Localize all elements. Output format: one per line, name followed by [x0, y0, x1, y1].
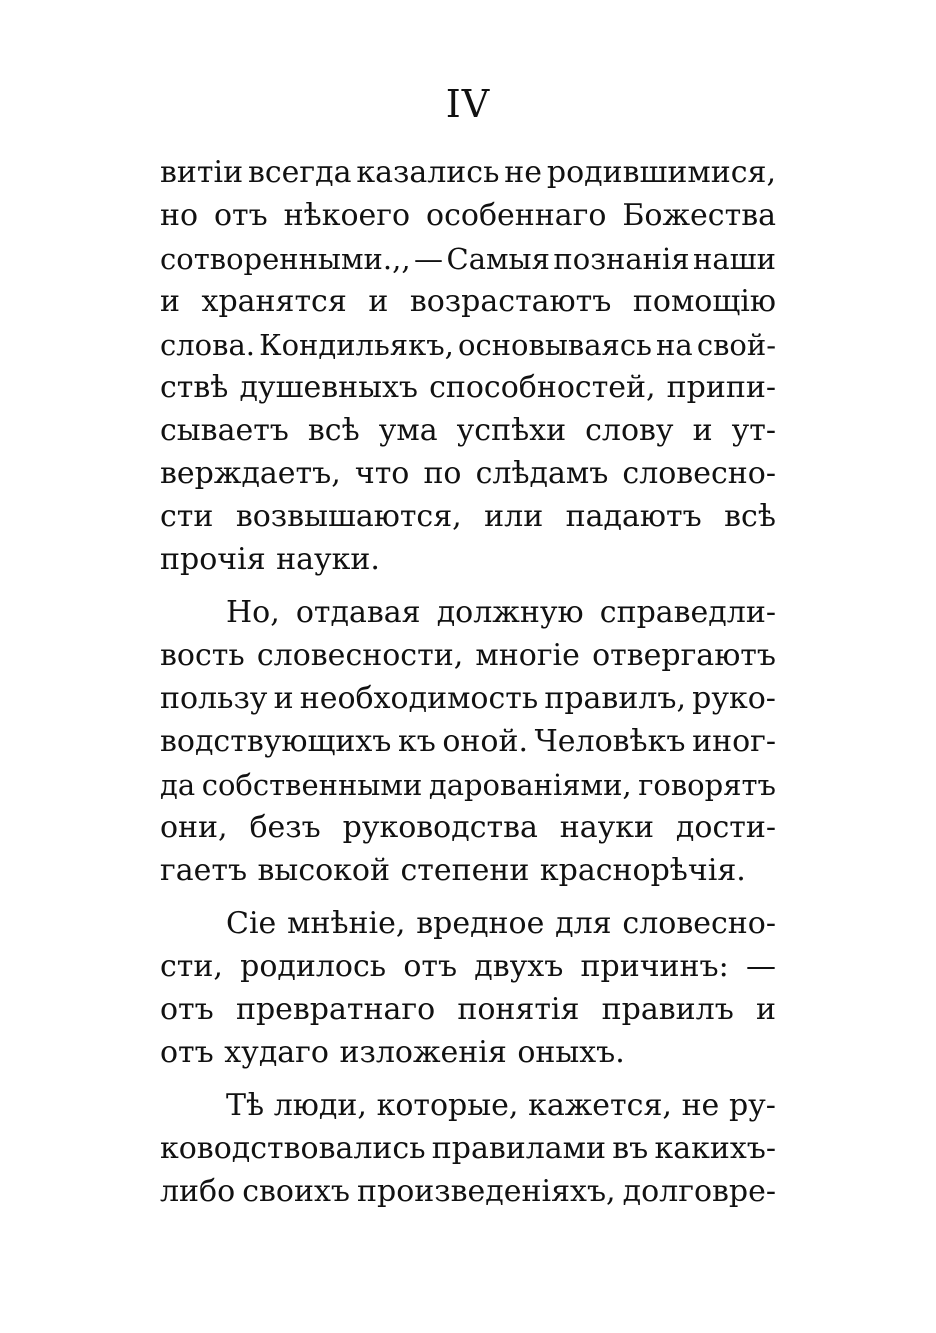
word: отъ: [160, 992, 214, 1027]
word: падаютъ: [565, 499, 702, 534]
word: иног-: [692, 724, 776, 759]
word: превратнаго: [235, 992, 436, 1027]
word: и: [160, 284, 180, 319]
word: дарованіями,: [428, 767, 632, 802]
word: собственными: [201, 767, 423, 802]
word: вредное: [416, 906, 545, 941]
word: отъ: [403, 949, 458, 984]
word: вость: [160, 638, 245, 673]
word: отдавая: [295, 595, 421, 630]
word: къ: [397, 724, 436, 759]
word: науки.: [276, 542, 380, 577]
word: отъ: [160, 1035, 214, 1070]
paragraph-gap: [160, 892, 776, 902]
text-line: [160, 591, 776, 634]
text-line: [160, 495, 776, 538]
word: на: [656, 327, 693, 362]
word: Тѣ: [226, 1088, 265, 1123]
text-line: [160, 538, 776, 581]
word: не: [681, 1088, 720, 1123]
word: —: [745, 949, 776, 984]
word: казались: [356, 155, 500, 190]
word: ру-: [728, 1088, 776, 1123]
word: въ: [612, 1131, 649, 1166]
word: всѣ: [307, 413, 360, 448]
word: причинъ:: [580, 949, 729, 984]
word: способностей,: [429, 370, 656, 405]
word: и: [756, 992, 776, 1027]
word: необходимость: [299, 681, 539, 716]
word: безъ: [249, 810, 321, 845]
word: нѣкоего: [283, 198, 411, 233]
word: и: [368, 284, 389, 319]
word: припи-: [666, 370, 776, 405]
word: помощію: [632, 284, 776, 319]
text-line: [160, 452, 776, 495]
word: и: [692, 413, 713, 448]
word: степени: [400, 853, 530, 888]
word: Божества: [622, 198, 776, 233]
word: оной.: [442, 724, 529, 759]
text-line: [160, 763, 776, 806]
word: всѣ: [724, 499, 776, 534]
word: долговре-: [622, 1174, 776, 1209]
word: ствѣ: [160, 370, 229, 405]
word: высокой: [257, 853, 390, 888]
word: но: [160, 198, 199, 233]
word: многіе: [475, 638, 580, 673]
paragraph-gap: [160, 1074, 776, 1084]
text-line: [160, 988, 776, 1031]
word: должную: [436, 595, 584, 630]
word: руководства: [342, 810, 538, 845]
text-line: [160, 151, 776, 194]
word: либо: [160, 1174, 236, 1209]
word: понятія: [457, 992, 580, 1027]
word: гаетъ: [160, 853, 248, 888]
text-line: [160, 1170, 776, 1213]
text-line: [160, 634, 776, 677]
text-line: [160, 323, 776, 366]
word: сотворенными.,,: [160, 241, 411, 276]
word: краснорѣчія.: [539, 853, 746, 888]
word: худаго: [224, 1035, 329, 1070]
word: говорятъ: [638, 767, 776, 802]
word: люди,: [273, 1088, 367, 1123]
word: основываясь: [458, 327, 652, 362]
word: Кондильякъ,: [259, 327, 454, 362]
text-line: [160, 1084, 776, 1127]
word: Но,: [226, 595, 280, 630]
word: Сіе: [226, 906, 277, 941]
text-line: [160, 409, 776, 452]
word: своихъ: [242, 1174, 350, 1209]
word: успѣхи: [456, 413, 567, 448]
word: кажется,: [528, 1088, 672, 1123]
text-line: [160, 237, 776, 280]
word: отвергаютъ: [592, 638, 776, 673]
word: сываетъ: [160, 413, 289, 448]
word: изложенія: [339, 1035, 507, 1070]
text-line: [160, 902, 776, 945]
word: словесно-: [622, 456, 776, 491]
word: слѣдамъ: [475, 456, 609, 491]
word: водствующихъ: [160, 724, 392, 759]
paragraph-gap: [160, 581, 776, 591]
text-line: [160, 280, 776, 323]
word: сти: [160, 499, 214, 534]
word: познанія: [553, 241, 690, 276]
text-line: [160, 849, 776, 892]
text-line: [160, 194, 776, 237]
text-line: [160, 806, 776, 849]
word: родилось: [240, 949, 387, 984]
word: правилъ: [601, 992, 734, 1027]
word: хранятся: [201, 284, 347, 319]
body-text: [160, 151, 776, 1213]
word: сти,: [160, 949, 223, 984]
word: возрастаютъ: [409, 284, 612, 319]
word: верждаетъ,: [160, 456, 341, 491]
word: свой-: [696, 327, 776, 362]
word: пользу: [160, 681, 268, 716]
word: прочія: [160, 542, 266, 577]
word: слова.: [160, 327, 255, 362]
word: что: [354, 456, 410, 491]
word: оныхъ.: [517, 1035, 625, 1070]
word: произведеніяхъ,: [357, 1174, 616, 1209]
word: или: [484, 499, 544, 534]
word: наши: [693, 241, 776, 276]
word: которые,: [376, 1088, 519, 1123]
word: не: [504, 155, 543, 190]
text-line: [160, 1127, 776, 1170]
page-number: IV: [445, 82, 491, 126]
word: руко-: [692, 681, 776, 716]
word: слову: [585, 413, 674, 448]
word: особеннаго: [426, 198, 607, 233]
word: ума: [378, 413, 438, 448]
word: и: [273, 681, 294, 716]
text-line: [160, 720, 776, 763]
word: мнѣніе,: [287, 906, 406, 941]
word: справедли-: [599, 595, 776, 630]
text-line: [160, 366, 776, 409]
word: ководствовались: [160, 1131, 426, 1166]
word: душевныхъ: [239, 370, 418, 405]
word: по: [423, 456, 462, 491]
word: Человѣкъ: [534, 724, 686, 759]
word: возвышаются,: [235, 499, 462, 534]
text-line: [160, 677, 776, 720]
word: науки: [559, 810, 655, 845]
word: —: [414, 241, 444, 276]
word: правилами: [431, 1131, 607, 1166]
word: какихъ-: [654, 1131, 776, 1166]
word: Самыя: [446, 241, 550, 276]
word: они,: [160, 810, 228, 845]
word: словесно-: [622, 906, 776, 941]
word: ут-: [731, 413, 776, 448]
word: дости-: [675, 810, 776, 845]
word: для: [555, 906, 612, 941]
word: правилъ,: [544, 681, 686, 716]
text-line: [160, 1031, 776, 1074]
word: отъ: [213, 198, 268, 233]
word: да: [160, 767, 196, 802]
word: двухъ: [474, 949, 564, 984]
word: словесности,: [256, 638, 464, 673]
text-line: [160, 945, 776, 988]
word: всегда: [247, 155, 352, 190]
word: родившимися,: [546, 155, 776, 190]
word: витіи: [160, 155, 244, 190]
